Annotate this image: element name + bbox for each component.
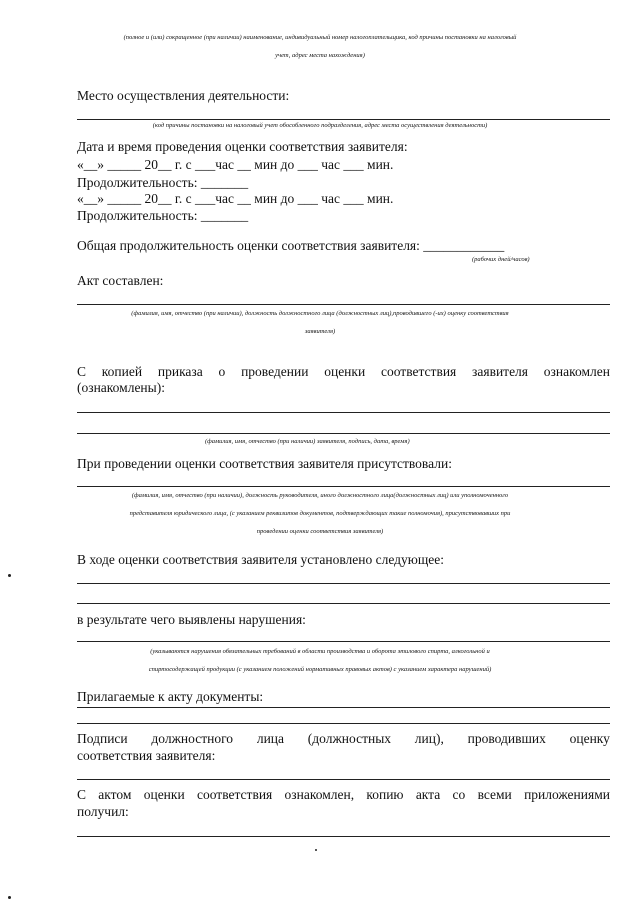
duration-2: Продолжительность: _______ [77,208,249,223]
act-caption-2: заявителя) [304,328,336,335]
copy-text-line-2: (ознакомлены): [77,380,165,395]
act-label: Акт составлен: [77,273,164,288]
datetime-label: Дата и время проведения оценки соответствия заявителя: [77,139,408,154]
received-line [77,836,610,837]
findings-label: В ходе оценки соответствия заявителя установлено следующее: [77,552,444,567]
attached-label: Прилагаемые к акту документы: [77,689,264,704]
findings-line-1 [77,583,610,584]
header-caption-2: учет, адрес места нахождения) [275,52,365,59]
present-caption-2: представителя юридического лица, (с указанием реквизитов документов, подтверждающих такие полномочия), присутствовавших при [129,510,511,517]
violations-caption-1: (указываются нарушения обязательных требований в области производства и оборота этилового спирта, алкогольной и [150,648,490,655]
duration-1: Продолжительность: _______ [77,175,249,190]
place-line [77,119,610,120]
received-text-line-1: С актом оценки соответствия ознакомлен, копию акта со всеми приложениями [77,787,610,802]
received-text-line-2: получил: [77,804,129,819]
signatures-line [77,779,610,780]
total-caption: (рабочих дней/часов) [472,256,530,263]
signatures-text-line-2: соответствия заявителя: [77,748,216,763]
violations-caption-2: спиртосодержащей продукции (с указанием положений нормативных правовых актов) с указанием характера нарушений) [148,666,492,673]
present-caption-1: (фамилия, имя, отчество (при наличии), должность руководителя, иного должностного лица(должностных лиц) или уполномоченного [131,492,509,499]
copy-caption: (фамилия, имя, отчество (при наличии) заявителя, подпись, дата, время) [205,438,410,445]
place-label: Место осуществления деятельности: [77,88,290,103]
attached-line-1 [77,707,610,708]
present-line [77,486,610,487]
copy-text-line-1: С копией приказа о проведении оценки соответствия заявителя ознакомлен [77,364,610,379]
scan-speck [8,574,11,577]
violations-label: в результате чего выявлены нарушения: [77,612,306,627]
present-label: При проведении оценки соответствия заявителя присутствовали: [77,456,452,471]
violations-line [77,641,610,642]
place-caption: (код причины постановки на налоговый учет обособленного подразделения, адрес места осуществления деятельности) [152,122,488,129]
total-label: Общая продолжительность оценки соответствия заявителя: ____________ [77,238,505,253]
scan-speck [315,849,317,851]
act-caption-1: (фамилия, имя, отчество (при наличии), должность должностного лица (должностных лиц),проводившего (-их) оценку соответствия [131,310,509,317]
signatures-text-line-1: Подписи должностного лица (должностных лиц), проводивших оценку [77,731,610,746]
scan-speck [8,896,11,899]
act-line [77,304,610,305]
findings-line-2 [77,603,610,604]
datetime-row-2: «__» _____ 20__ г. с ___час __ мин до ___ час ___ мин. [77,191,394,206]
copy-line-2 [77,433,610,434]
datetime-row-1: «__» _____ 20__ г. с ___час __ мин до ___ час ___ мин. [77,157,394,172]
header-caption-1: (полное и (или) сокращенное (при наличии) наименование, индивидуальный номер налогоплательщика, код причины постановки на налоговый [123,34,517,41]
present-caption-3: проведении оценки соответствия заявителя) [256,528,384,535]
copy-line-1 [77,412,610,413]
attached-line-2 [77,723,610,724]
